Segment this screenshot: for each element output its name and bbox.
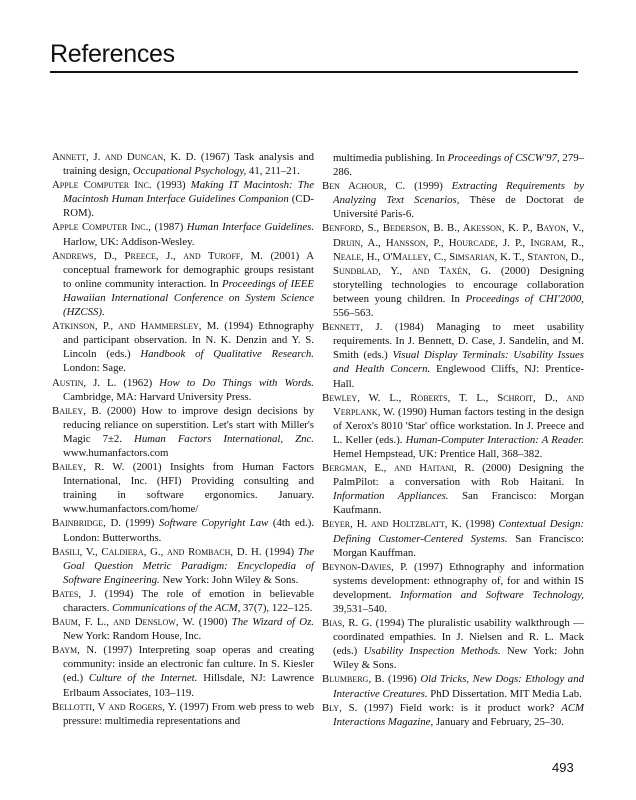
reference-source: Human Interface Guidelines.: [186, 221, 315, 234]
reference-source: Visual Display Terminals: Usability Issues and Health Concern.: [333, 349, 584, 376]
reference-title: Interpreting soap operas and creating community: inside an electronic fan culture. In S. Kiesler (ed.): [63, 644, 314, 685]
reference-details: Harlow, UK: Addison-Wesley.: [63, 235, 195, 248]
reference-year: (2001): [270, 249, 300, 262]
reference-authors: Baum, F. L., and Denslow, W.: [52, 616, 195, 629]
reference-year: (1994): [224, 320, 254, 333]
reference-year: (2000): [482, 462, 511, 475]
reference-details: PhD Dissertation. MIT Media Lab.: [430, 687, 582, 700]
reference-entry: [322, 179, 584, 221]
reference-entry: [322, 517, 584, 559]
reference-authors: Atkinson, P., and Hammersley, M.: [52, 320, 219, 333]
reference-entry: [322, 672, 584, 700]
reference-title: The role of emotion in believable characters.: [63, 587, 314, 614]
reference-source: Software Copyright Law: [158, 517, 269, 530]
reference-authors: Andrews, D., Preece, J., and Turoff, M.: [52, 249, 263, 262]
reference-details: 41, 211–21.: [248, 165, 300, 178]
reference-details: 37(7), 122–125.: [243, 602, 313, 614]
reference-year: (1999): [414, 180, 443, 193]
reference-title: From web press to web pressure: multimedia representations and: [63, 700, 314, 727]
reference-authors: Bly, S.: [322, 701, 358, 714]
reference-authors: Blumberg, B.: [322, 673, 385, 686]
reference-authors: Bailey, R. W.: [52, 461, 125, 474]
reference-source: The Goal Question Metric Paradigm: Encyclopedia of Software Engineering.: [63, 545, 315, 586]
reference-authors: Apple Computer Inc.,: [52, 221, 151, 234]
reference-authors: Bates, J.: [52, 587, 97, 600]
reference-details: Hemel Hempstead, UK: Prentice Hall, 368–382.: [333, 447, 543, 460]
reference-entry: [52, 643, 314, 699]
reference-title: Human factors testing in the design of Xerox's 8010 'Star' office workstation. In J. Preece and L. Keller (eds.).: [333, 405, 584, 446]
reference-details: New York: John Wiley & Sons.: [162, 573, 299, 586]
reference-details: New York: John Wiley & Sons.: [333, 645, 584, 672]
reference-entry: [322, 221, 584, 320]
reference-year: (1967): [200, 151, 230, 163]
reference-details: 556–563.: [333, 307, 374, 320]
reference-source: Human-Computer Interaction: A Reader.: [405, 433, 584, 446]
reference-source: Proceedings of CHI'2000,: [465, 292, 585, 305]
reference-entry: [52, 516, 314, 544]
title-rule: [50, 71, 578, 73]
reference-authors: Austin, J. L.: [52, 376, 117, 389]
reference-source: Extracting Requirements by Analyzing Text Scenarios,: [333, 180, 584, 207]
reference-source: Usability Inspection Methods.: [363, 645, 501, 658]
reference-details: San Francisco: Morgan Kaufmann.: [333, 490, 585, 517]
reference-authors: Bainbridge, D.: [52, 517, 121, 530]
reference-year: (1962): [123, 376, 153, 389]
reference-source: Communications of the ACM,: [112, 602, 241, 614]
reference-title: Designing storytelling technologies to encourage collaboration between young children. In: [333, 264, 584, 305]
reference-entry: [52, 319, 314, 375]
reference-details: (CD-ROM).: [63, 193, 314, 220]
reference-source: Handbook of Qualitative Research.: [140, 348, 314, 361]
reference-entry: [52, 700, 314, 728]
reference-details: Thèse de Doctorat de Université Paris-6.: [333, 194, 584, 221]
reference-year: (2001): [132, 461, 162, 474]
reference-entry: [52, 178, 314, 220]
reference-entry: [52, 587, 314, 615]
reference-year: (1997): [364, 701, 393, 714]
reference-authors: Bewley, W. L., Roberts, T. L., Schroit, D., and Verplank, W.: [322, 391, 584, 418]
reference-entry: [52, 249, 314, 319]
reference-authors: Annett, J. and Duncan, K. D.: [52, 151, 197, 163]
reference-source: Proceedings of CSCW'97,: [447, 152, 560, 164]
reference-title: Field work: is it product work?: [399, 701, 555, 714]
reference-year: (1997): [103, 644, 133, 657]
reference-entry: [322, 701, 584, 729]
reference-entry: [322, 560, 584, 616]
reference-year: (1997): [179, 700, 209, 713]
reference-year: (1994): [375, 617, 405, 630]
reference-source: How to Do Things with Words.: [159, 376, 314, 389]
reference-authors: Bias, R. G.: [322, 617, 373, 630]
reference-title: How to improve design decisions by reducing reliance on superstition. Let's start with Miller's Magic 7±2.: [63, 404, 314, 445]
reference-year: (1994): [104, 587, 134, 600]
reference-title: Designing the PalmPilot: a conversation with Rob Haitani. In: [333, 462, 585, 489]
reference-entry: [322, 151, 584, 179]
reference-year: (1990): [397, 405, 427, 418]
reference-source: Contextual Design: Defining Customer-Centered Systems.: [333, 518, 584, 545]
reference-source: Information and Software Technology,: [400, 588, 585, 601]
reference-details: Cambridge, MA: Harvard University Press.: [63, 390, 252, 403]
reference-authors: Benford, S., Bederson, B. B., Akesson, K. P., Bayon, V., Druin, A., Hansson, P., Hourcade, J. P., Ingram, R., Neale, H., O'Malley, C., Simsarian, K. T., Stanton, D., Sundblad, Y., and Taxén, G.: [322, 222, 584, 277]
reference-title: A conceptual framework for demographic groups resistant to online community interaction. In: [63, 249, 314, 290]
reference-authors: Baym, N.: [52, 644, 97, 657]
page-number: 493: [552, 760, 574, 775]
reference-details: Hillsdale, NJ: Lawrence Erlbaum Associates, 103–119.: [63, 672, 315, 699]
reference-details: 279–286.: [333, 152, 585, 179]
reference-authors: Bellotti, V and Rogers, Y.: [52, 700, 177, 713]
reference-source: Old Tricks, New Dogs: Ethology and Interactive Creatures.: [333, 673, 584, 700]
reference-year: (1984): [394, 321, 424, 334]
reference-entry: [52, 545, 314, 587]
reference-year: (1996): [387, 673, 417, 686]
reference-source: Proceedings of IEEE Hawaiian International Conference on System Science (HZCSS).: [63, 277, 314, 319]
reference-details: January and February, 25–30.: [435, 715, 564, 728]
reference-year: (1993): [156, 179, 186, 192]
reference-source: Occupational Psychology,: [132, 165, 247, 178]
reference-year: (1994): [265, 545, 295, 558]
reference-title: Ethnography and information systems development: ethnography of, for and within IS development.: [333, 560, 585, 601]
reference-entry: [52, 460, 314, 516]
reference-authors: Ben Achour, C.: [322, 180, 406, 193]
reference-source: Making IT Macintosh: The Macintosh Human Interface Guidelines Companion: [63, 179, 315, 206]
reference-authors: Beyer, H. and Holtzblatt, K.: [322, 518, 462, 531]
reference-year: (1998): [465, 518, 495, 531]
reference-details: London: Sage.: [63, 362, 126, 375]
reference-title: Insights from Human Factors International, Inc. (HFI) Providing consulting and training in software ergonomics. January. www.humanfactors.com/home/: [63, 461, 314, 516]
reference-details: 39,531–540.: [333, 603, 387, 615]
page-title: References: [50, 40, 175, 68]
reference-entry: [52, 615, 314, 643]
reference-authors: Bailey, B.: [52, 404, 102, 417]
reference-authors: Beynon-Davies, P.: [322, 560, 408, 573]
reference-authors: Apple Computer Inc.: [52, 179, 152, 192]
references-left-column: [52, 150, 314, 728]
reference-authors: Bennett, J.: [322, 321, 383, 334]
reference-details: Englewood Cliffs, NJ: Prentice-Hall.: [333, 363, 585, 390]
reference-authors: Bergman, E., and Haitani, R.: [322, 462, 475, 475]
reference-year: (1900): [198, 616, 228, 629]
reference-source: Human Factors International, Znc.: [134, 432, 314, 445]
reference-title: Ethnography and participant observation. In N. K. Denzin and Y. S. Lincoln (eds.): [63, 320, 315, 361]
reference-year: (1987): [154, 221, 184, 234]
reference-details: San Francisco: Morgan Kauffman.: [333, 532, 584, 559]
reference-entry: [52, 220, 314, 248]
reference-entry: [322, 616, 584, 672]
reference-entry: [52, 404, 314, 460]
reference-authors: Basili, V., Caldiera, G., and Rombach, D. H.: [52, 545, 262, 558]
reference-entry: [52, 376, 314, 404]
reference-entry: [322, 461, 584, 517]
reference-title: Managing to meet usability requirements. In J. Bennett, D. Case, J. Sandelin, and M. Smith (eds.): [333, 321, 585, 362]
reference-title: multimedia publishing. In: [333, 152, 445, 164]
references-right-column: [322, 151, 584, 729]
reference-details: (4th ed.). London: Butterworths.: [63, 517, 315, 544]
reference-entry: [322, 320, 584, 390]
reference-year: (2000): [107, 404, 136, 417]
reference-title: The pluralistic usability walkthrough — coordinated empathies. In J. Nielsen and R. L. Mack (eds.): [333, 617, 584, 658]
reference-details: www.humanfactors.com: [63, 446, 169, 459]
reference-source: Culture of the Internet.: [88, 672, 198, 685]
reference-year: (2000): [500, 264, 530, 277]
reference-details: New York: Random House, Inc.: [63, 630, 202, 643]
reference-entry: [52, 150, 314, 178]
reference-source: ACM Interactions Magazine,: [333, 701, 585, 728]
reference-year: (1999): [125, 517, 155, 530]
reference-source: Information Appliances.: [333, 490, 449, 503]
reference-entry: [322, 391, 584, 461]
reference-year: (1997): [413, 560, 443, 573]
reference-source: The Wizard of Oz.: [231, 616, 314, 629]
reference-title: Task analysis and training design,: [63, 151, 314, 178]
